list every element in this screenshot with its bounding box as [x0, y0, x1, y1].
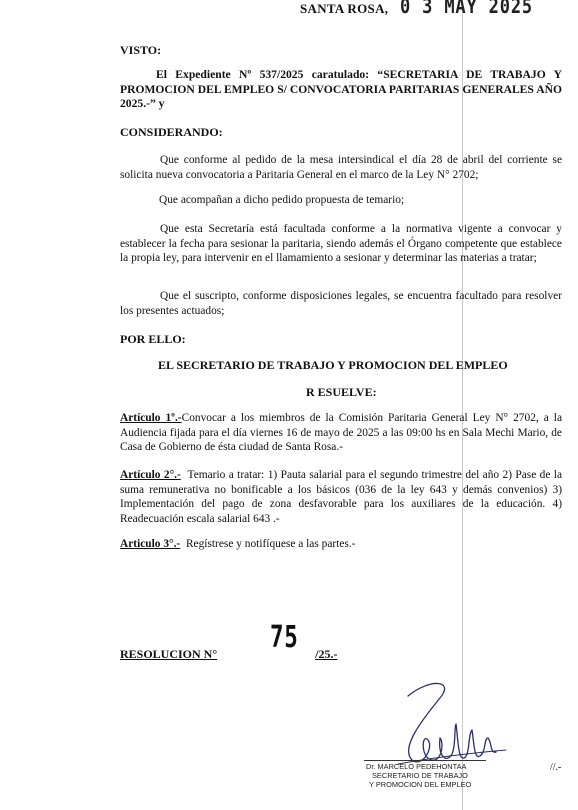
article-1-text: Convocar a los miembros de la Comisión Paritaria General Ley N° 2702, a la Audiencia fijada para el día viernes 16 de mayo de 2025 a las 09:00 hs en Sala Mechi Mario, de Casa de Gobierno de ésta ciudad de Santa Rosa.-	[120, 412, 563, 453]
considerando-paragraph-1-text: Que conforme al pedido de la mesa intersindical el día 28 de abril del corriente se solicita nueva convocatoria a Paritaria General en el marco de la Ley N° 2702;	[120, 154, 562, 181]
signatory-name: Dr. MARCELO PEDEHONTAA	[366, 762, 467, 771]
article-3-label: Articulo 3°.-	[120, 538, 181, 550]
considerando-paragraph-4-text: Que el suscripto, conforme disposiciones legales, se encuentra facultado para resolver los presentes actuados;	[120, 290, 562, 317]
resolution-suffix: /25.-	[315, 647, 338, 661]
visto-text-content: El Expediente Nº 537/2025 caratulado: “SECRETARIA DE TRABAJO Y PROMOCION DEL EMPLEO S/ CONVOCATORIA PARITARIAS GENERALES AÑO 2025.-” y	[120, 68, 562, 110]
signatory-title-2: Y PROMOCION DEL EMPLEO	[369, 780, 472, 789]
header-place: SANTA ROSA,	[300, 1, 389, 16]
article-3-text: Regístrese y notifíquese a las partes.-	[185, 538, 356, 550]
continuation-mark: //.-	[550, 762, 562, 773]
article-1	[120, 411, 562, 455]
signature-line	[364, 760, 486, 761]
date-stamp: 0 3 MAY 2025	[400, 0, 534, 18]
resolution-line	[120, 647, 338, 662]
article-2-label: Artículo 2°.-	[120, 469, 181, 481]
article-2	[120, 468, 562, 526]
considerando-paragraph-3-text: Que esta Secretaría está facultada conforme a la normativa vigente a convocar y establecer la fecha para sesionar la paritaria, siendo además el Órgano competente que establece la propia ley, para intervenir en el llamamiento a sesionar y determinar las materias a tratar;	[120, 223, 562, 264]
resolution-number: 75	[270, 620, 299, 655]
article-3	[120, 537, 562, 552]
visto-text	[120, 68, 562, 112]
considerando-paragraph-1	[120, 153, 562, 182]
resolution-label: RESOLUCION N°	[120, 647, 218, 661]
considerando-paragraph-4	[120, 289, 562, 318]
article-1-label: Artículo 1º.-	[120, 412, 182, 424]
article-2-text: Temario a tratar: 1) Pauta salarial para el segundo trimestre del año 2) Pase de la suma remunerativa no bonificable a los básicos (036 de la ley 643 y demás convenios) 3) Implementación del pago de zona desfavorable para los auxiliares de la educación. 4) Readecuación escala salarial 643 .-	[120, 469, 562, 525]
resuelve-heading: R ESUELVE:	[306, 385, 377, 399]
considerando-heading: CONSIDERANDO:	[120, 125, 223, 139]
visto-heading: VISTO:	[120, 43, 162, 57]
signatory-title-1: SECRETARIO DE TRABAJO	[372, 771, 468, 780]
considerando-paragraph-3	[120, 222, 562, 266]
considerando-paragraph-2: Que acompañan a dicho pedido propuesta de temario;	[159, 194, 405, 206]
authority-line: EL SECRETARIO DE TRABAJO Y PROMOCION DEL EMPLEO	[158, 358, 508, 372]
por-ello-heading: POR ELLO:	[120, 332, 186, 346]
